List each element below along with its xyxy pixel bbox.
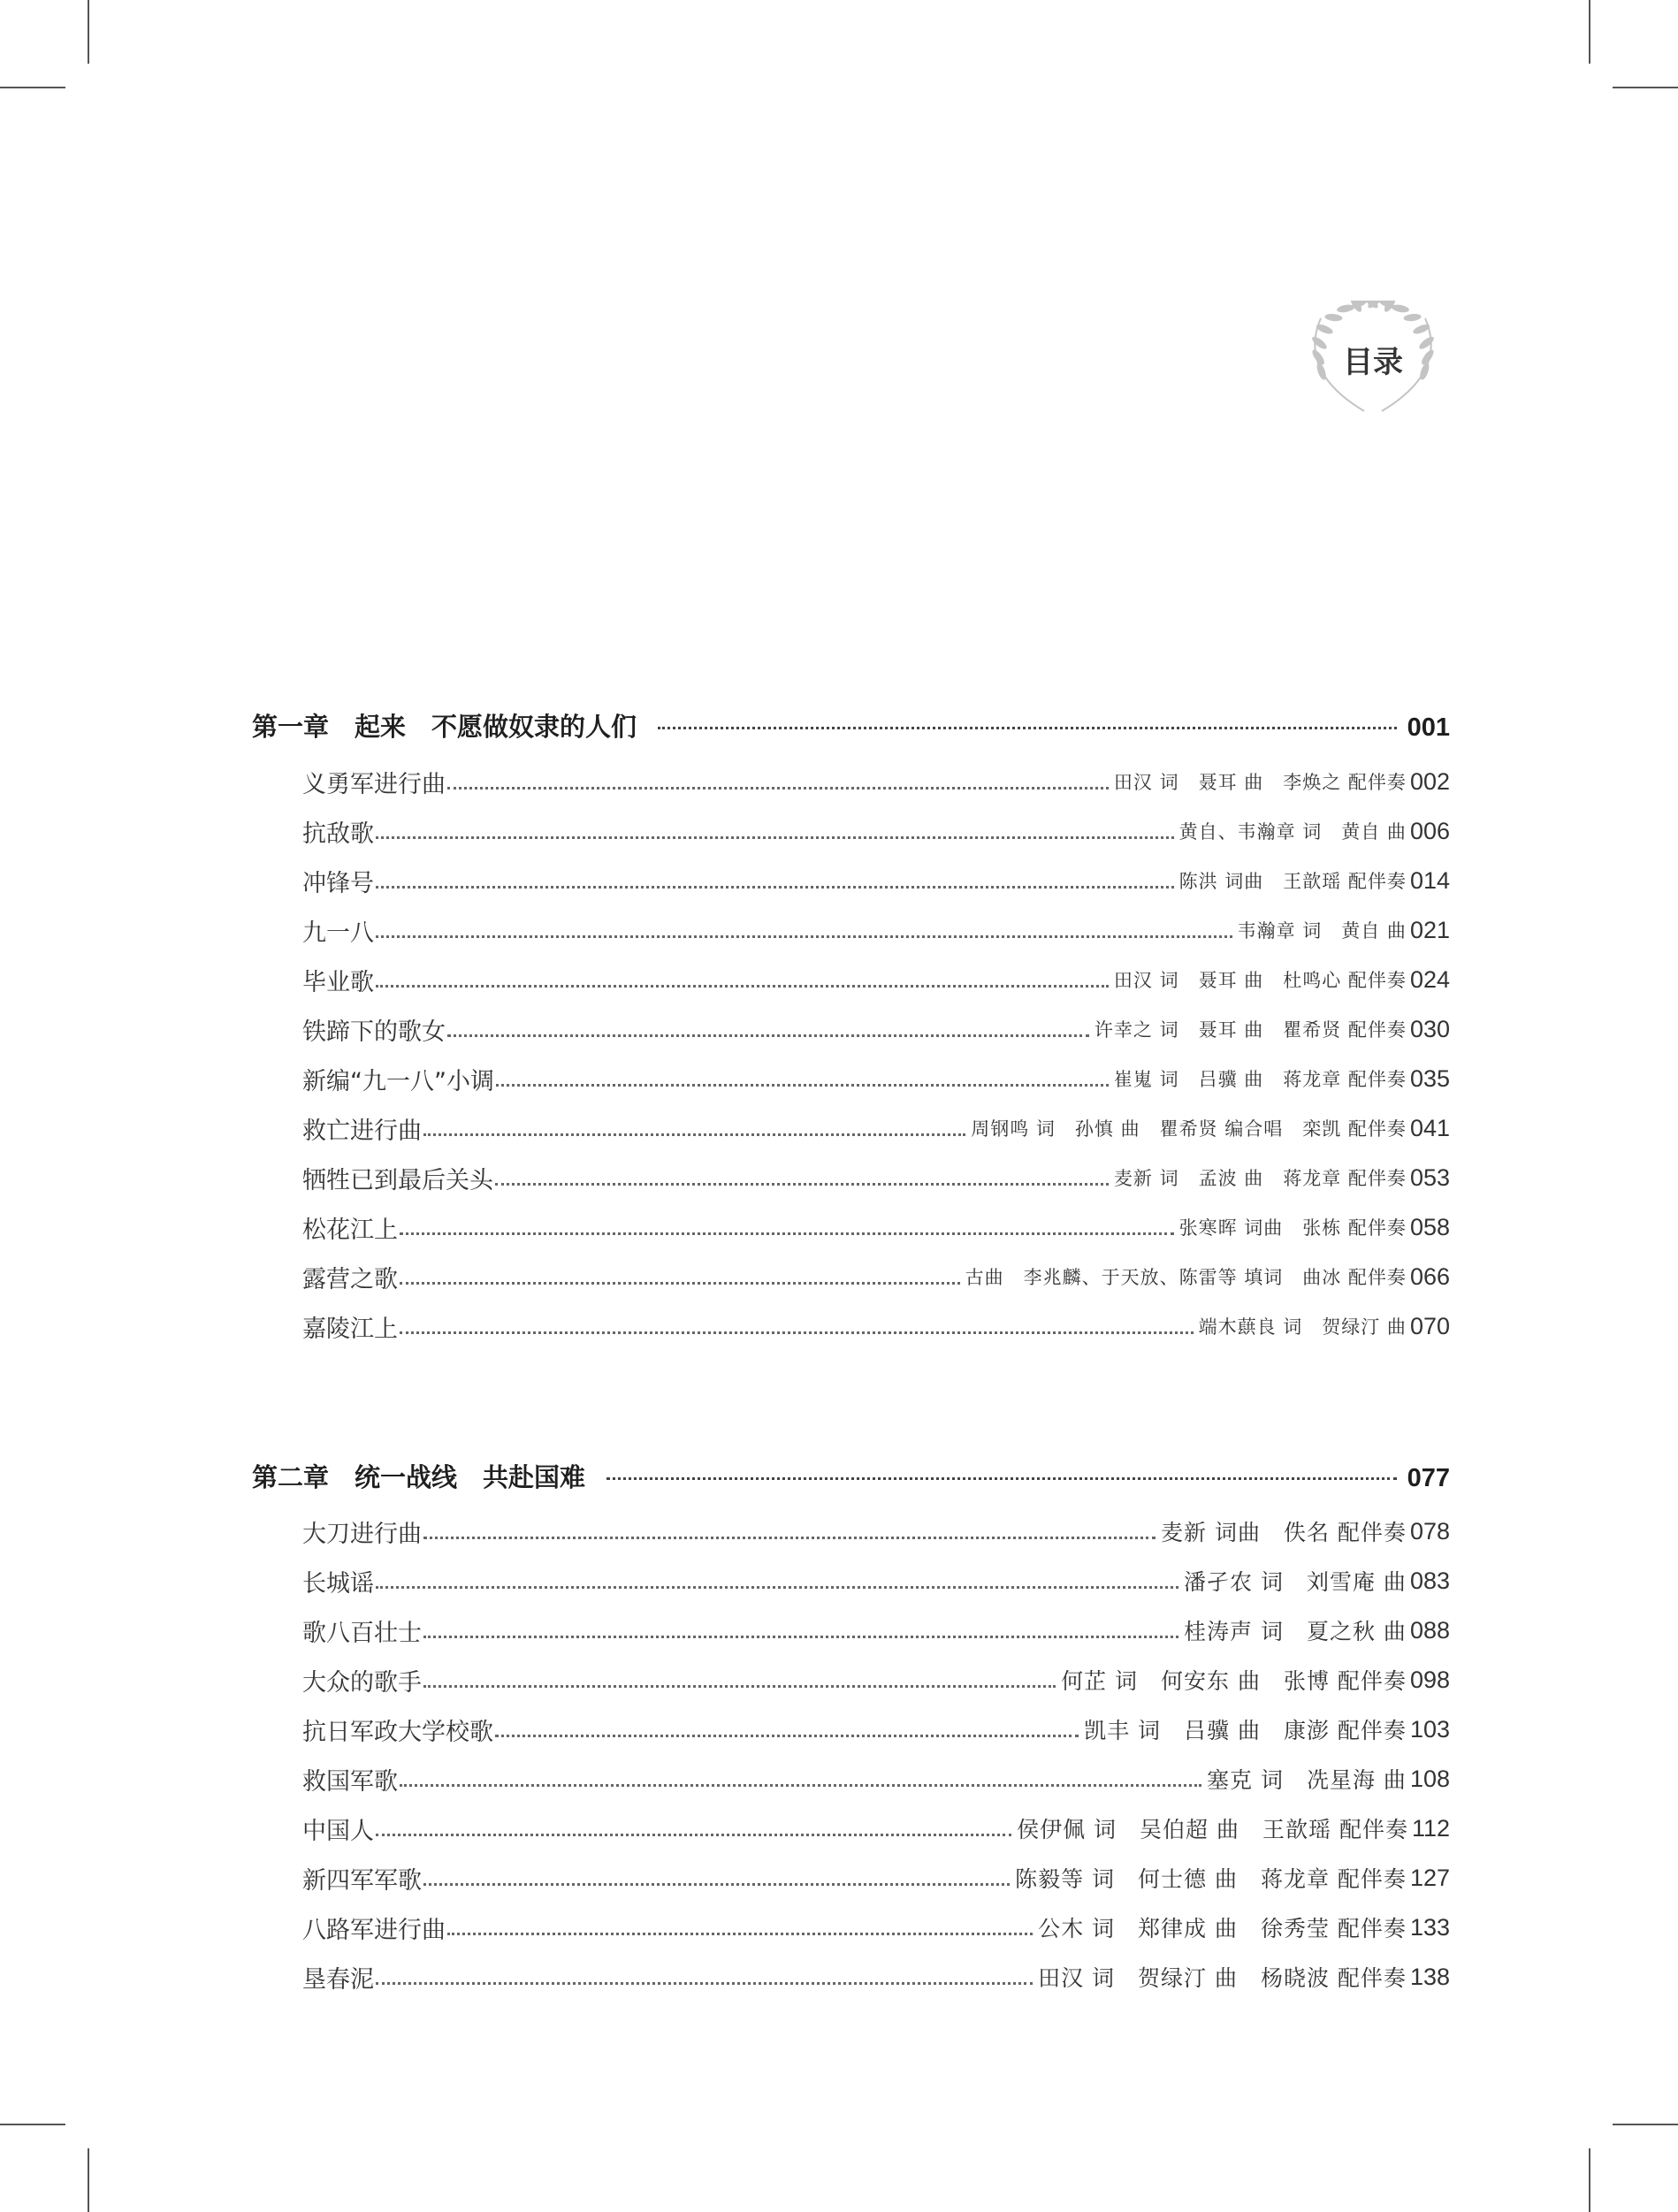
- toc-entry[interactable]: [302, 905, 1450, 955]
- toc-entry[interactable]: [302, 1754, 1450, 1804]
- song-credit: 潘孑农 词 刘雪庵 曲: [1184, 1569, 1407, 1595]
- song-credit: 田汉 词 聂耳 曲 杜鸣心 配伴奏: [1113, 970, 1407, 991]
- page-number: 014: [1409, 866, 1450, 894]
- song-credit: 周钢鸣 词 孙慎 曲 瞿希贤 编合唱 栾凯 配伴奏: [971, 1118, 1407, 1140]
- dot-leader: [376, 886, 1174, 889]
- page-number: 078: [1409, 1517, 1450, 1545]
- song-title: 新编“九一八”小调: [302, 1067, 494, 1095]
- song-title: 松花江上: [302, 1216, 398, 1244]
- page-number: 035: [1409, 1064, 1450, 1092]
- crop-mark: [1589, 2148, 1590, 2212]
- toc-entry[interactable]: [302, 806, 1450, 856]
- dot-leader: [496, 1084, 1109, 1087]
- toc-entry[interactable]: [302, 1202, 1450, 1252]
- dot-leader: [423, 1883, 1010, 1886]
- dot-leader: [447, 787, 1109, 789]
- page-number: 024: [1409, 965, 1450, 993]
- dot-leader: [400, 1282, 960, 1285]
- toc-badge: [1280, 301, 1466, 433]
- song-title: 八路军进行曲: [302, 1916, 446, 1944]
- song-credit: 崔嵬 词 吕骥 曲 蒋龙章 配伴奏: [1113, 1069, 1407, 1090]
- page-number: 088: [1409, 1616, 1450, 1644]
- dot-leader: [400, 1232, 1174, 1235]
- toc-entry[interactable]: [302, 1153, 1450, 1202]
- toc-entry[interactable]: [302, 1506, 1450, 1556]
- song-credit: 陈洪 词曲 王歆瑶 配伴奏: [1178, 871, 1407, 892]
- toc-entry[interactable]: [302, 1004, 1450, 1054]
- song-credit: 陈毅等 词 何士德 曲 蒋龙章 配伴奏: [1015, 1866, 1407, 1892]
- crop-mark: [0, 87, 65, 88]
- song-title: 新四军军歌: [302, 1866, 422, 1895]
- song-credit: 麦新 词 孟波 曲 蒋龙章 配伴奏: [1113, 1168, 1407, 1189]
- song-credit: 何芷 词 何安东 曲 张博 配伴奏: [1061, 1668, 1407, 1694]
- song-credit: 塞克 词 冼星海 曲: [1207, 1767, 1407, 1793]
- crop-mark: [1613, 2124, 1678, 2125]
- toc-entry[interactable]: [302, 1054, 1450, 1103]
- page-number: 127: [1409, 1864, 1450, 1891]
- song-credit: 许幸之 词 聂耳 曲 瞿希贤 配伴奏: [1094, 1019, 1407, 1041]
- dot-leader: [606, 1477, 1397, 1480]
- dot-leader: [495, 1735, 1079, 1737]
- chapter-title: 第二章 统一战线 共赴国难: [252, 1462, 586, 1492]
- page-number: 098: [1409, 1666, 1450, 1693]
- toc-entry[interactable]: [302, 1556, 1450, 1606]
- toc-entry[interactable]: [302, 1301, 1450, 1351]
- song-credit: 端木蕻良 词 贺绿汀 曲: [1198, 1316, 1407, 1338]
- song-title: 露营之歌: [302, 1265, 398, 1293]
- toc-entry[interactable]: [302, 1103, 1450, 1153]
- page-number: 083: [1409, 1567, 1450, 1594]
- dot-leader: [495, 1183, 1109, 1186]
- page-number: 066: [1409, 1262, 1450, 1290]
- toc-entry[interactable]: [302, 1853, 1450, 1903]
- page-number: 058: [1409, 1213, 1450, 1240]
- toc-title: 目录: [1343, 345, 1403, 380]
- song-title: 救国军歌: [302, 1767, 398, 1796]
- toc-entry[interactable]: [302, 1606, 1450, 1655]
- page-number: 041: [1409, 1114, 1450, 1141]
- chapter-heading[interactable]: [252, 1458, 1450, 1494]
- crop-mark: [1589, 0, 1590, 64]
- dot-leader: [400, 1784, 1201, 1787]
- chapter-song-list: [302, 1506, 1450, 2002]
- chapter-title: 第一章 起来 不愿做奴隶的人们: [252, 712, 637, 742]
- dot-leader: [447, 1034, 1089, 1037]
- song-credit: 韦瀚章 词 黄自 曲: [1237, 920, 1407, 942]
- crop-mark: [0, 2124, 65, 2125]
- dot-leader: [423, 1537, 1156, 1539]
- dot-leader: [376, 935, 1232, 938]
- chapter-heading[interactable]: [252, 707, 1450, 744]
- dot-leader: [376, 985, 1109, 988]
- song-title: 救亡进行曲: [302, 1117, 422, 1145]
- song-credit: 田汉 词 聂耳 曲 李焕之 配伴奏: [1113, 772, 1407, 793]
- dot-leader: [423, 1685, 1056, 1688]
- song-credit: 古曲 李兆麟、于天放、陈雷等 填词 曲冰 配伴奏: [965, 1267, 1407, 1288]
- crop-mark: [1613, 87, 1678, 88]
- dot-leader: [376, 1586, 1178, 1589]
- dot-leader: [376, 1982, 1033, 1985]
- song-title: 九一八: [302, 919, 374, 947]
- song-title: 冲锋号: [302, 869, 374, 897]
- toc-entry[interactable]: [302, 955, 1450, 1004]
- page-number: 030: [1409, 1015, 1450, 1042]
- dot-leader: [423, 1133, 965, 1136]
- song-credit: 张寒晖 词曲 张栋 配伴奏: [1178, 1217, 1407, 1239]
- page-number: 133: [1409, 1913, 1450, 1941]
- dot-leader: [376, 836, 1174, 839]
- page-number: 138: [1409, 1963, 1450, 1990]
- song-title: 抗敌歌: [302, 820, 374, 848]
- page-number: 070: [1409, 1312, 1450, 1339]
- song-credit: 桂涛声 词 夏之秋 曲: [1184, 1619, 1407, 1644]
- toc-entry[interactable]: [302, 1903, 1450, 1952]
- song-title: 抗日军政大学校歌: [302, 1718, 493, 1746]
- song-title: 铁蹄下的歌女: [302, 1018, 446, 1046]
- song-credit: 侯伊佩 词 吴伯超 曲 王歆瑶 配伴奏: [1017, 1817, 1408, 1842]
- song-credit: 麦新 词曲 佚名 配伴奏: [1161, 1520, 1407, 1545]
- chapter-song-list: [302, 757, 1450, 1351]
- page-number: 021: [1409, 916, 1450, 943]
- page-number: 103: [1409, 1715, 1450, 1743]
- dot-leader: [447, 1933, 1033, 1935]
- page-number: 112: [1411, 1814, 1450, 1842]
- toc-entry[interactable]: [302, 757, 1450, 806]
- song-title: 毕业歌: [302, 968, 374, 996]
- dot-leader: [423, 1636, 1178, 1638]
- crop-mark: [88, 2148, 89, 2212]
- toc-entry[interactable]: [302, 1655, 1450, 1705]
- page-number: 053: [1409, 1163, 1450, 1191]
- crop-mark: [88, 0, 89, 64]
- song-title: 中国人: [302, 1817, 374, 1845]
- toc-entry[interactable]: [302, 1952, 1450, 2002]
- song-title: 歌八百壮士: [302, 1619, 422, 1647]
- song-credit: 黄自、韦瀚章 词 黄自 曲: [1178, 821, 1407, 843]
- toc-entry[interactable]: [302, 856, 1450, 905]
- page-number: 002: [1409, 767, 1450, 795]
- song-title: 义勇军进行曲: [302, 770, 446, 798]
- song-title: 长城谣: [302, 1569, 374, 1598]
- dot-leader: [400, 1331, 1194, 1334]
- chapter-page-number: 001: [1407, 713, 1450, 742]
- page-number: 108: [1409, 1765, 1450, 1792]
- song-credit: 凯丰 词 吕骥 曲 康澎 配伴奏: [1084, 1718, 1407, 1743]
- song-title: 牺牲已到最后关头: [302, 1166, 493, 1194]
- toc-entry[interactable]: [302, 1252, 1450, 1301]
- dot-leader: [658, 727, 1397, 729]
- song-title: 大刀进行曲: [302, 1520, 422, 1548]
- song-title: 垦春泥: [302, 1965, 374, 1994]
- page-number: 006: [1409, 817, 1450, 844]
- toc-entry[interactable]: [302, 1804, 1450, 1853]
- song-title: 嘉陵江上: [302, 1315, 398, 1343]
- toc-entry[interactable]: [302, 1705, 1450, 1754]
- song-title: 大众的歌手: [302, 1668, 422, 1697]
- chapter-page-number: 077: [1407, 1464, 1450, 1492]
- dot-leader: [376, 1834, 1011, 1836]
- song-credit: 公木 词 郑律成 曲 徐秀莹 配伴奏: [1038, 1916, 1407, 1941]
- song-credit: 田汉 词 贺绿汀 曲 杨晓波 配伴奏: [1038, 1965, 1407, 1991]
